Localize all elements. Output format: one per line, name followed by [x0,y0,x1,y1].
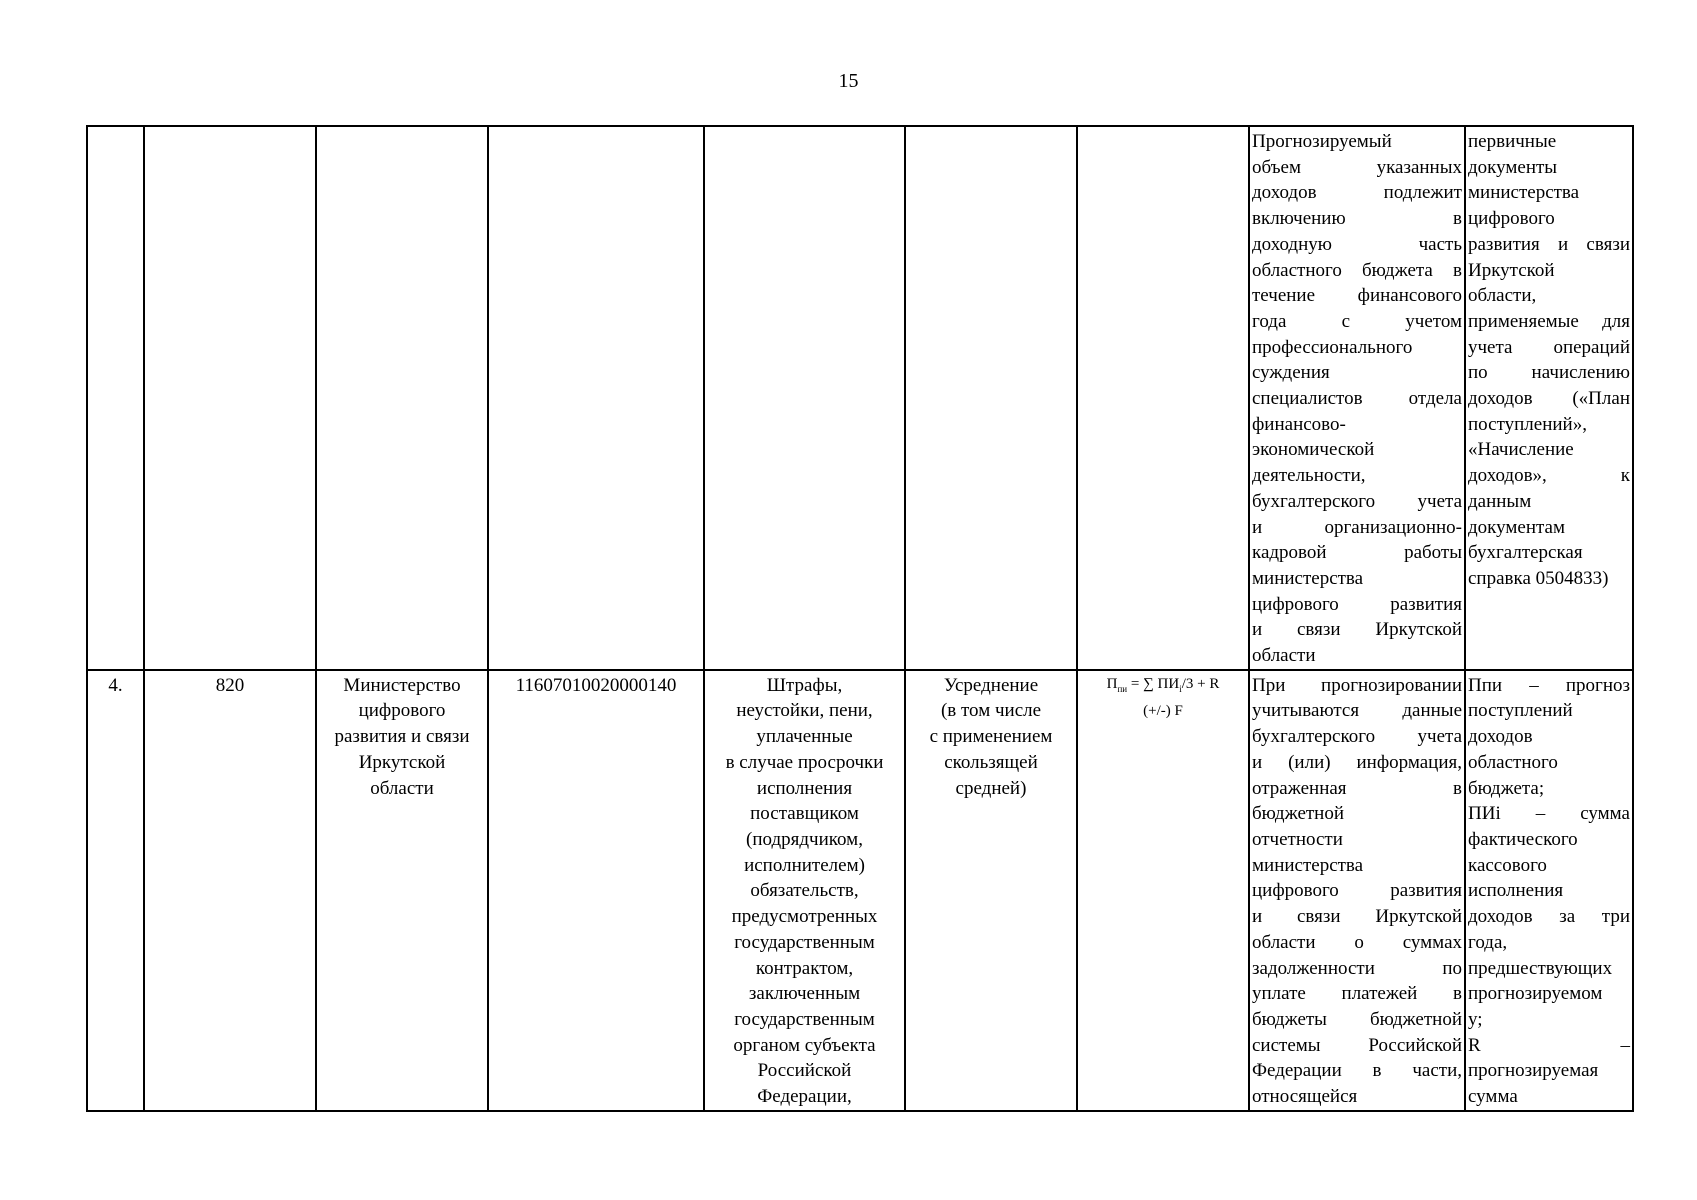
text-line: у; [1468,1008,1483,1030]
text-line: Ппи – прогноз [1468,674,1630,696]
text-line: прогнозируемая [1468,1060,1599,1082]
text-line: применяемые для [1468,310,1630,332]
text-line: специалистов отдела [1252,388,1462,410]
text-line: области о суммах [1252,931,1462,953]
cell-empty [488,126,704,670]
text-line: предшествующих [1468,957,1613,979]
text-line: сумма [1468,1086,1518,1108]
text-line: развития и связи [1468,233,1630,255]
text-line: поступлений», [1468,413,1587,435]
cell-admin-code: 820 [144,670,316,1111]
text-line: суждения [1252,362,1330,384]
text-line: доходов подлежит [1252,182,1462,204]
text-line: предусмотренных [731,906,878,928]
text-line: цифрового [358,700,446,722]
text-line: Штрафы, [766,674,843,696]
text-line: данным [1468,490,1532,512]
cell-kbk-code: 11607010020000140 [488,670,704,1111]
text-line: исполнения [1468,880,1564,902]
cell-source-documents [1465,126,1633,670]
text-line: контрактом, [755,957,854,979]
text-line: Иркутской [1468,259,1555,281]
text-line: уплаченные [756,726,853,748]
cell-empty [1077,126,1249,670]
text-line: доходов [1468,726,1533,748]
cell-forecast-description [1249,126,1465,670]
text-line: доходов за три [1468,906,1630,928]
text-line: финансово- [1252,413,1346,435]
cell-empty [87,126,144,670]
text-line: профессионального [1252,336,1413,358]
text-line: При прогнозировании [1252,674,1462,696]
text-line: относящейся [1252,1086,1358,1108]
text-line: Федерации, [757,1086,852,1108]
text-line: цифрового развития [1252,593,1462,615]
text-line: (в том числе [940,700,1042,722]
income-forecast-table [86,125,1634,1112]
text-line: государственным [734,931,875,953]
text-line: документам [1468,516,1565,538]
cell-formula [1077,670,1249,1111]
text-line: справка 0504833) [1468,567,1609,589]
text-line: ПИi – сумма [1468,803,1630,825]
text-line: государственным [734,1008,875,1030]
text-line: развития и связи [334,726,470,748]
text-line: областного [1468,751,1558,773]
text-line: органом субъекта [733,1034,876,1056]
text-line: отчетности [1252,828,1343,850]
cell-empty [905,126,1077,670]
text-line: области [1252,645,1316,667]
text-line: задолженности по [1252,957,1462,979]
text-line: доходную часть [1252,233,1462,255]
cell-empty [316,126,488,670]
text-line: года с учетом [1252,310,1462,332]
cell-row-number: 4. [87,670,144,1111]
text-line: (подрядчиком, [746,828,863,850]
text-line: бюджетной [1252,803,1345,825]
text-line: области [370,777,434,799]
text-line: отраженная в [1252,777,1462,799]
text-line: деятельности, [1252,465,1366,487]
cell-formula-legend [1465,670,1633,1111]
text-line: бюджеты бюджетной [1252,1008,1462,1030]
text-line: исполнения [756,777,853,799]
text-line: системы Российской [1252,1034,1462,1056]
text-line: и организационно- [1252,516,1462,538]
text-line: в случае просрочки [725,751,884,773]
cell-income-name [704,670,905,1111]
text-line: Федерации в части, [1252,1060,1462,1082]
calculation-formula: $П_{пи}$ = ∑ $ПИ_i/3 + R$ (+/-) F [1106,675,1220,719]
text-line: обязательств, [750,880,859,902]
text-line: и связи Иркутской [1252,906,1462,928]
text-line: фактического [1468,828,1578,850]
text-line: R – [1468,1034,1630,1056]
cell-administrator [316,670,488,1111]
text-line: средней) [955,777,1027,799]
text-line: бюджета; [1468,777,1545,799]
text-line: цифрового развития [1252,880,1462,902]
text-line: бухгалтерского учета [1252,726,1462,748]
cell-forecast-description [1249,670,1465,1111]
cell-calculation-method [905,670,1077,1111]
text-line: бухгалтерского учета [1252,490,1462,512]
text-line: Иркутской [358,751,446,773]
text-line: заключенным [748,983,861,1005]
text-line: первичные [1468,131,1557,152]
text-line: доходов («План [1468,388,1630,410]
text-line: учета операций [1468,336,1630,358]
text-line: бухгалтерская [1468,542,1583,564]
cell-empty [144,126,316,670]
table-row-4 [87,670,1633,1111]
cell-empty [704,126,905,670]
text-line: министерства [1468,182,1580,204]
text-line: и (или) информация, [1252,751,1462,773]
text-line: кадровой работы [1252,542,1462,564]
text-line: поступлений [1468,700,1573,722]
text-line: прогнозируемом [1468,983,1603,1005]
text-line: Прогнозируемый [1252,131,1392,152]
text-line: экономической [1252,439,1375,461]
text-line: учитываются данные [1252,700,1462,722]
text-line: доходов», к [1468,465,1630,487]
text-line: документы [1468,156,1558,178]
text-line: скользящей [944,751,1038,773]
text-line: по начислению [1468,362,1630,384]
text-line: министерства [1252,854,1364,876]
text-line: цифрового [1468,208,1555,230]
text-line: Российской [757,1060,852,1082]
text-line: Министерство [343,674,461,696]
text-line: и связи Иркутской [1252,619,1462,641]
table-row-continuation [87,126,1633,670]
text-line: включению в [1252,208,1462,230]
text-line: с применением [929,726,1053,748]
text-line: исполнителем) [744,854,865,876]
text-line: года, [1468,931,1508,953]
text-line: объем указанных [1252,156,1462,178]
text-line: кассового [1468,854,1547,876]
text-line: уплате платежей в [1252,983,1462,1005]
text-line: областного бюджета в [1252,259,1462,281]
text-line: «Начисление [1468,439,1574,461]
text-line: неустойки, пени, [736,700,873,722]
text-line: течение финансового [1252,285,1462,307]
text-line: Усреднение [943,674,1039,696]
text-line: поставщиком [750,803,859,825]
text-line: министерства [1252,567,1364,589]
text-line: области, [1468,285,1537,307]
page-number: 15 [838,70,859,92]
